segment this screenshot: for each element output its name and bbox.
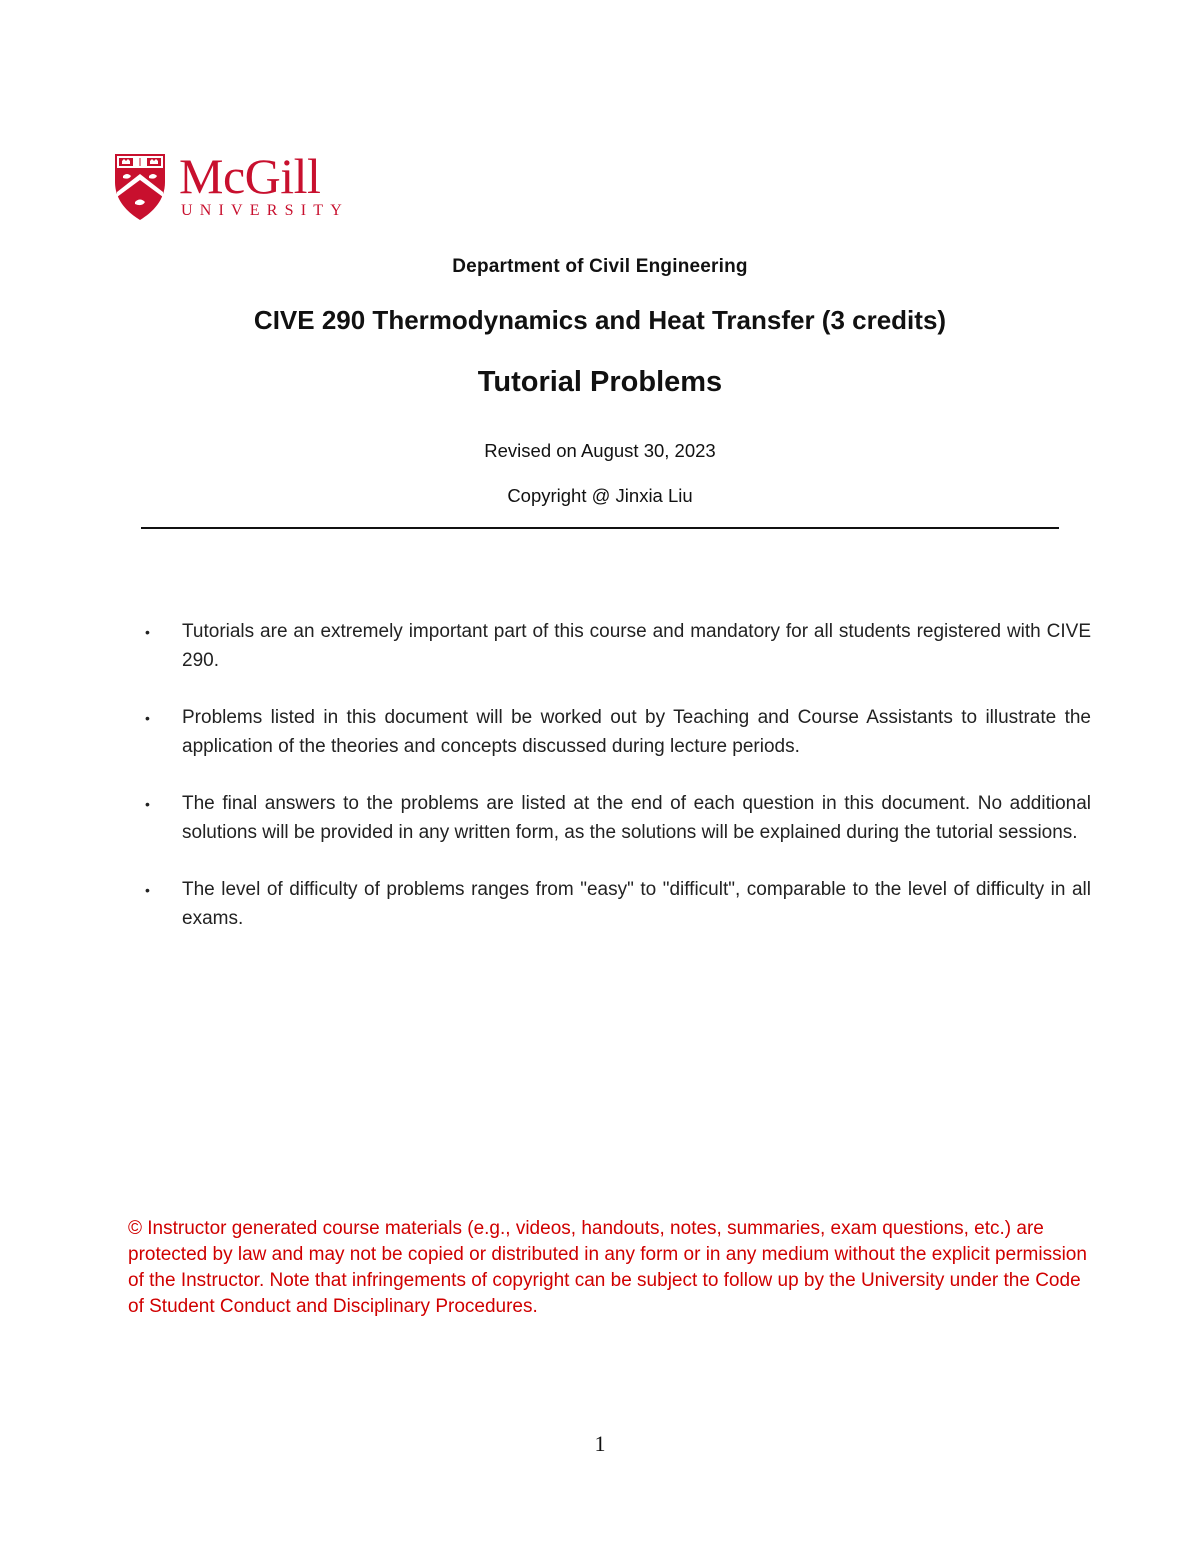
list-item [141,618,1091,675]
list-item-text: Tutorials are an extremely important part of this course and mandatory for all students registered with CIVE 290. [182,621,1091,671]
page-title: Tutorial Problems [477,366,723,398]
revision-date: Revised on August 30, 2023 [484,440,716,461]
department-heading: Department of Civil Engineering [452,256,748,277]
bullet-icon: • [145,796,150,812]
list-item-text: The level of difficulty of problems ranges from "easy" to "difficult", comparable to the level of difficulty in all exams. [182,879,1091,929]
logo-subtitle: UNIVERSITY [181,202,349,219]
logo-wordmark: McGill [179,148,321,204]
list-item [141,704,1091,761]
copyright-line: Copyright @ Jinxia Liu [507,485,693,506]
bullet-icon: • [145,710,150,726]
horizontal-divider [141,527,1059,529]
bullet-list [141,618,1091,962]
list-item [141,790,1091,847]
bullet-icon: • [145,624,150,640]
course-title: CIVE 290 Thermodynamics and Heat Transfer (3 credits) [253,305,947,335]
mcgill-logo [113,148,358,222]
copyright-notice: © Instructor generated course materials (e.g., videos, handouts, notes, summaries, exam questions, etc.) are protected by law and may not be copied or distributed in any form or in any medium without the explicit permission of the Instructor. Note that infringements of copyright can be subject to follow up by the University under the Code of Student Conduct and Disciplinary Procedures. [128,1218,1087,1317]
list-item [141,876,1091,933]
list-item-text: The final answers to the problems are listed at the end of each question in this document. No additional solutions will be provided in any written form, as the solutions will be explained during the tutorial sessions. [182,793,1091,843]
page-number: 1 [594,1431,606,1456]
bullet-icon: • [145,882,150,898]
list-item-text: Problems listed in this document will be worked out by Teaching and Course Assistants to illustrate the application of the theories and concepts discussed during lecture periods. [182,707,1091,757]
